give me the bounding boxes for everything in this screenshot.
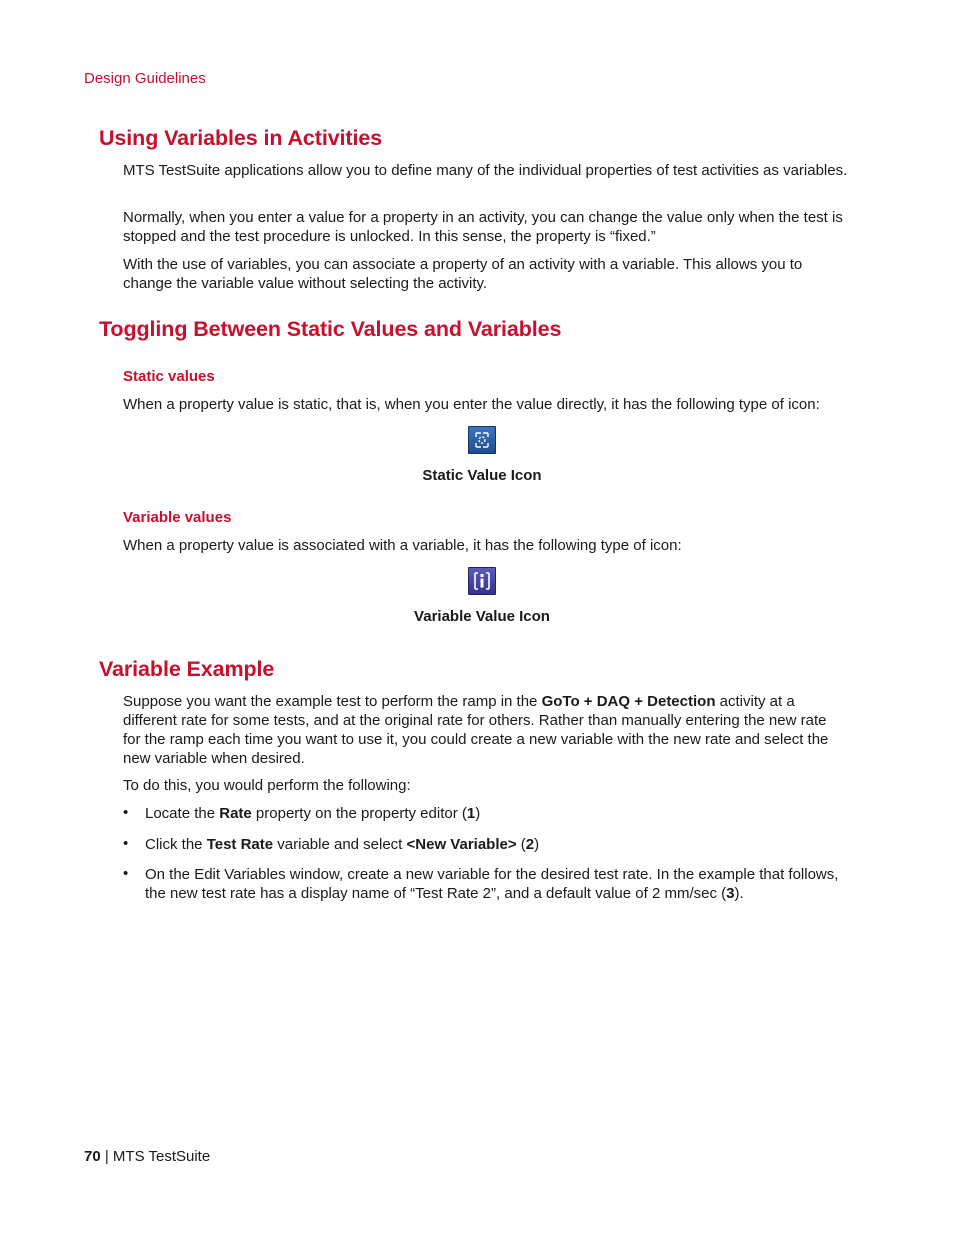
heading-variable-example: Variable Example <box>99 657 275 681</box>
bullet-marker: • <box>123 804 129 821</box>
paragraph-static: When a property value is static, that is, when you enter the value directly, it has the following type of icon: <box>123 396 820 413</box>
list-item-click-test-rate: Click the Test Rate variable and select <New Variable> (2) <box>145 836 540 853</box>
paragraph-with-variables: With the use of variables, you can associate a property of an activity with a variable. This allows you to change the variable value without selecting the activity. <box>123 256 803 292</box>
footer-product: MTS TestSuite <box>112 1148 211 1165</box>
paragraph-example: Suppose you want the example test to perform the ramp in the GoTo + DAQ + Detection activity at a different rate for some tests, and at the original rate for others. Rather than manually entering the new rate for the ramp each time you want to use it, you could create a new variable with the new rate and select the new variable when desired. <box>123 693 829 767</box>
paragraph-variable: When a property value is associated with a variable, it has the following type of icon: <box>123 537 682 554</box>
footer-separator: | <box>100 1148 113 1165</box>
running-header: Design Guidelines <box>84 70 206 87</box>
subheading-variable-values: Variable values <box>123 509 232 526</box>
caption-static-value-icon: Static Value Icon <box>422 467 542 484</box>
variable-value-icon <box>468 567 496 595</box>
paragraph-normal-values: Normally, when you enter a value for a property in an activity, you can change the value only when the test is stopped and the test procedure is unlocked. In this sense, the property is “fixed.” <box>123 209 843 245</box>
caption-variable-value-icon: Variable Value Icon <box>414 608 550 625</box>
heading-toggling: Toggling Between Static Values and Variables <box>99 317 562 341</box>
static-value-icon <box>468 426 496 454</box>
page-footer <box>84 1148 210 1165</box>
paragraph-steps-intro: To do this, you would perform the following: <box>123 777 411 794</box>
subheading-static-values: Static values <box>123 368 215 385</box>
bullet-marker: • <box>123 835 129 852</box>
heading-using-variables: Using Variables in Activities <box>99 126 383 150</box>
list-item-locate-rate: Locate the Rate property on the property editor (1) <box>145 805 481 822</box>
page-number: 70 <box>84 1148 101 1165</box>
bullet-marker: • <box>123 865 129 882</box>
paragraph-intro: MTS TestSuite applications allow you to define many of the individual properties of test activities as variables. <box>123 162 848 179</box>
list-item-edit-variables: On the Edit Variables window, create a new variable for the desired test rate. In the example that follows, the new test rate has a display name of “Test Rate 2”, and a default value of 2 mm/sec (3). <box>145 866 839 902</box>
